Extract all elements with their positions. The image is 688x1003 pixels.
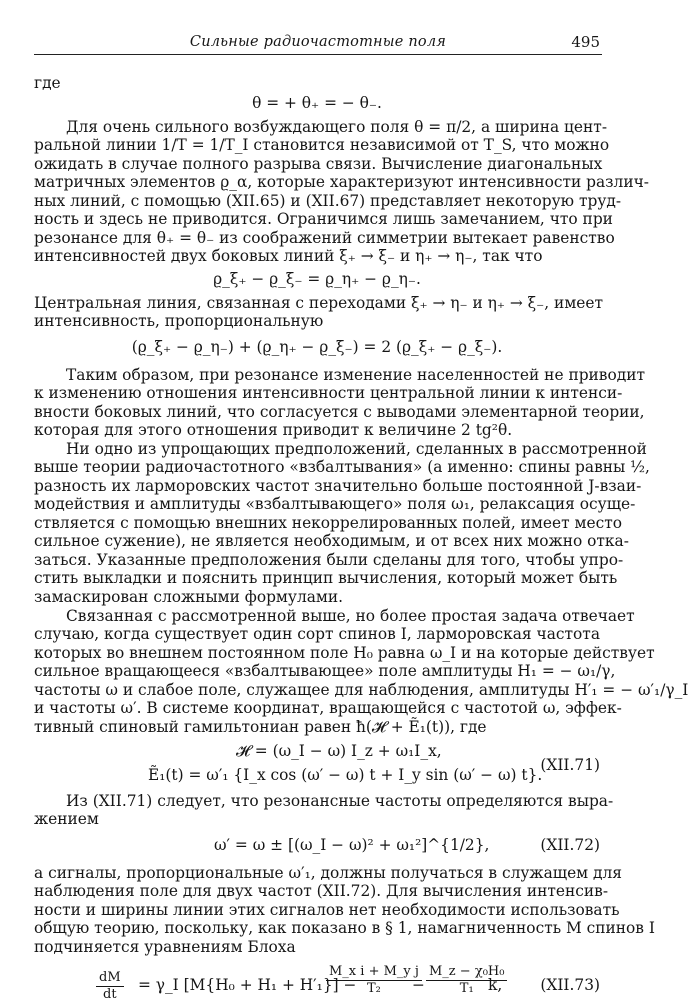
derivative-fraction: [96, 970, 124, 1003]
equation-rho-equality: ϱ_ξ₊ − ϱ_ξ₋ = ϱ_η₊ − ϱ_η₋.: [213, 270, 421, 288]
text-line: ствляется с помощью внешних некоррелированных полей, имеет место: [34, 514, 622, 532]
text-line: Ни одно из упрощающих предположений, сделанных в рассмотренной: [66, 440, 647, 458]
fraction-denominator: T₁: [459, 981, 474, 996]
equation-resonance-frequency: ω′ = ω ± [(ω_I − ω)² + ω₁²]^{1/2},: [214, 836, 490, 854]
equation-body: = γ_I [M{H₀ + H₁ + H′₁}] −: [138, 976, 357, 994]
text-line: сильное вращающееся «взбалтывающее» поле амплитуды H₁ = − ω₁/γ,: [34, 662, 616, 680]
fraction-denominator: dt: [103, 987, 117, 1002]
equation-label: (XII.73): [540, 976, 600, 994]
equation-label: (XII.71): [540, 756, 600, 774]
equation-perturbation: Ẽ₁(t) = ω′₁ {I_x cos (ω′ − ω) t + I_y sin (ω′ − ω) t}.: [148, 766, 543, 784]
minus-sign: −: [412, 976, 425, 994]
text-line: наблюдения поле для двух частот (XII.72). Для вычисления интенсив-: [34, 882, 609, 900]
text-line: выше теории радиочастотного «взбалтывания» (а именно: спины равны ½,: [34, 458, 650, 476]
text-line: где: [34, 74, 61, 92]
text-line: матричных элементов ϱ_α, которые характеризуют интенсивности различ-: [34, 173, 649, 191]
text-line: а сигналы, пропорциональные ω′₁, должны получаться в служащем для: [34, 864, 623, 882]
text-line: жением: [34, 810, 99, 828]
text-line: вности боковых линий, что согласуется с выводами элементарной теории,: [34, 403, 645, 421]
text-line: заться. Указанные предположения были сделаны для того, чтобы упро-: [34, 551, 624, 569]
equation-theta: θ = + θ₊ = − θ₋.: [252, 94, 382, 112]
text-line: общую теорию, поскольку, как показано в § 1, намагниченность M спинов I: [34, 919, 655, 937]
text-line: сильное сужение), не является необходимым, и от всех них можно отка-: [34, 532, 629, 550]
running-title: Сильные радиочастотные поля: [189, 34, 447, 50]
text-line: Для очень сильного возбуждающего поля θ = π/2, а ширина цент-: [66, 118, 608, 136]
text-line: резонансе для θ₊ = θ₋ из соображений симметрии вытекает равенство: [34, 229, 615, 247]
text-line: к изменению отношения интенсивности центральной линии к интенси-: [34, 384, 623, 402]
fraction-numerator: M_x i + M_y j: [326, 964, 422, 981]
equation-label: (XII.72): [540, 836, 600, 854]
text-line: замаскирован сложными формулами.: [34, 588, 344, 606]
text-line: которых во внешнем постоянном поле H₀ равна ω_I и на которые действует: [34, 644, 655, 662]
fraction-numerator: dM: [96, 970, 124, 987]
text-line: частоты ω и слабое поле, служащее для наблюдения, амплитуды H′₁ = − ω′₁/γ_I: [34, 681, 688, 699]
text-line: тивный спиновый гамильтониан равен ħ(𝓗 + Ẽ₁(t)), где: [34, 718, 487, 736]
page-number: 495: [571, 33, 600, 51]
text-line: интенсивность, пропорциональную: [34, 312, 324, 330]
text-line: ности и ширины линии этих сигналов нет необходимости использовать: [34, 901, 620, 919]
fraction-denominator: T₂: [367, 981, 381, 996]
equation-tail: k,: [488, 976, 503, 994]
text-line: интенсивностей двух боковых линий ξ₊ → ξ₋ и η₊ → η₋, так что: [34, 247, 543, 265]
text-line: Таким образом, при резонансе изменение населенностей не приводит: [66, 366, 645, 384]
bloch-equation: [0, 40, 688, 1002]
text-line: которая для этого отношения приводит к величине 2 tg²θ.: [34, 421, 513, 439]
text-line: ральной линии 1/T = 1/T_I становится независимой от T_S, что можно: [34, 136, 610, 154]
text-line: модействия и амплитуды «взбалтывающего» поля ω₁, релаксация осуще-: [34, 495, 636, 513]
text-line: ность и здесь не приводится. Ограничимся лишь замечанием, что при: [34, 210, 613, 228]
text-line: подчиняется уравнениям Блоха: [34, 938, 296, 956]
text-line: разность их ларморовских частот значительно больше постоянной J-взаи-: [34, 477, 642, 495]
text-line: случаю, когда существует один сорт спинов I, ларморовская частота: [34, 625, 600, 643]
equation-central-line: (ϱ_ξ₊ − ϱ_η₋) + (ϱ_η₊ − ϱ_ξ₋) = 2 (ϱ_ξ₊ − ϱ_ξ₋).: [131, 338, 503, 356]
text-line: ных линий, с помощью (XII.65) и (XII.67) представляет некоторую труд-: [34, 192, 622, 210]
transverse-relaxation-fraction: [326, 964, 422, 997]
text-line: ожидать в случае полного разрыва связи. Вычисление диагональных: [34, 155, 603, 173]
text-line: и частоты ω′. В системе координат, вращающейся с частотой ω, эффек-: [34, 699, 622, 717]
text-line: Связанная с рассмотренной выше, но более простая задача отвечает: [66, 607, 635, 625]
text-line: стить выкладки и пояснить принцип вычисления, который может быть: [34, 569, 618, 587]
equation-hamiltonian: 𝓗 = (ω_I − ω) I_z + ω₁I_x,: [236, 742, 442, 760]
fraction-numerator: M_z − χ₀H₀: [426, 964, 507, 981]
text-line: Из (XII.71) следует, что резонансные частоты определяются выра-: [66, 792, 614, 810]
text-line: Центральная линия, связанная с переходами ξ₊ → η₋ и η₊ → ξ₋, имеет: [34, 294, 604, 312]
